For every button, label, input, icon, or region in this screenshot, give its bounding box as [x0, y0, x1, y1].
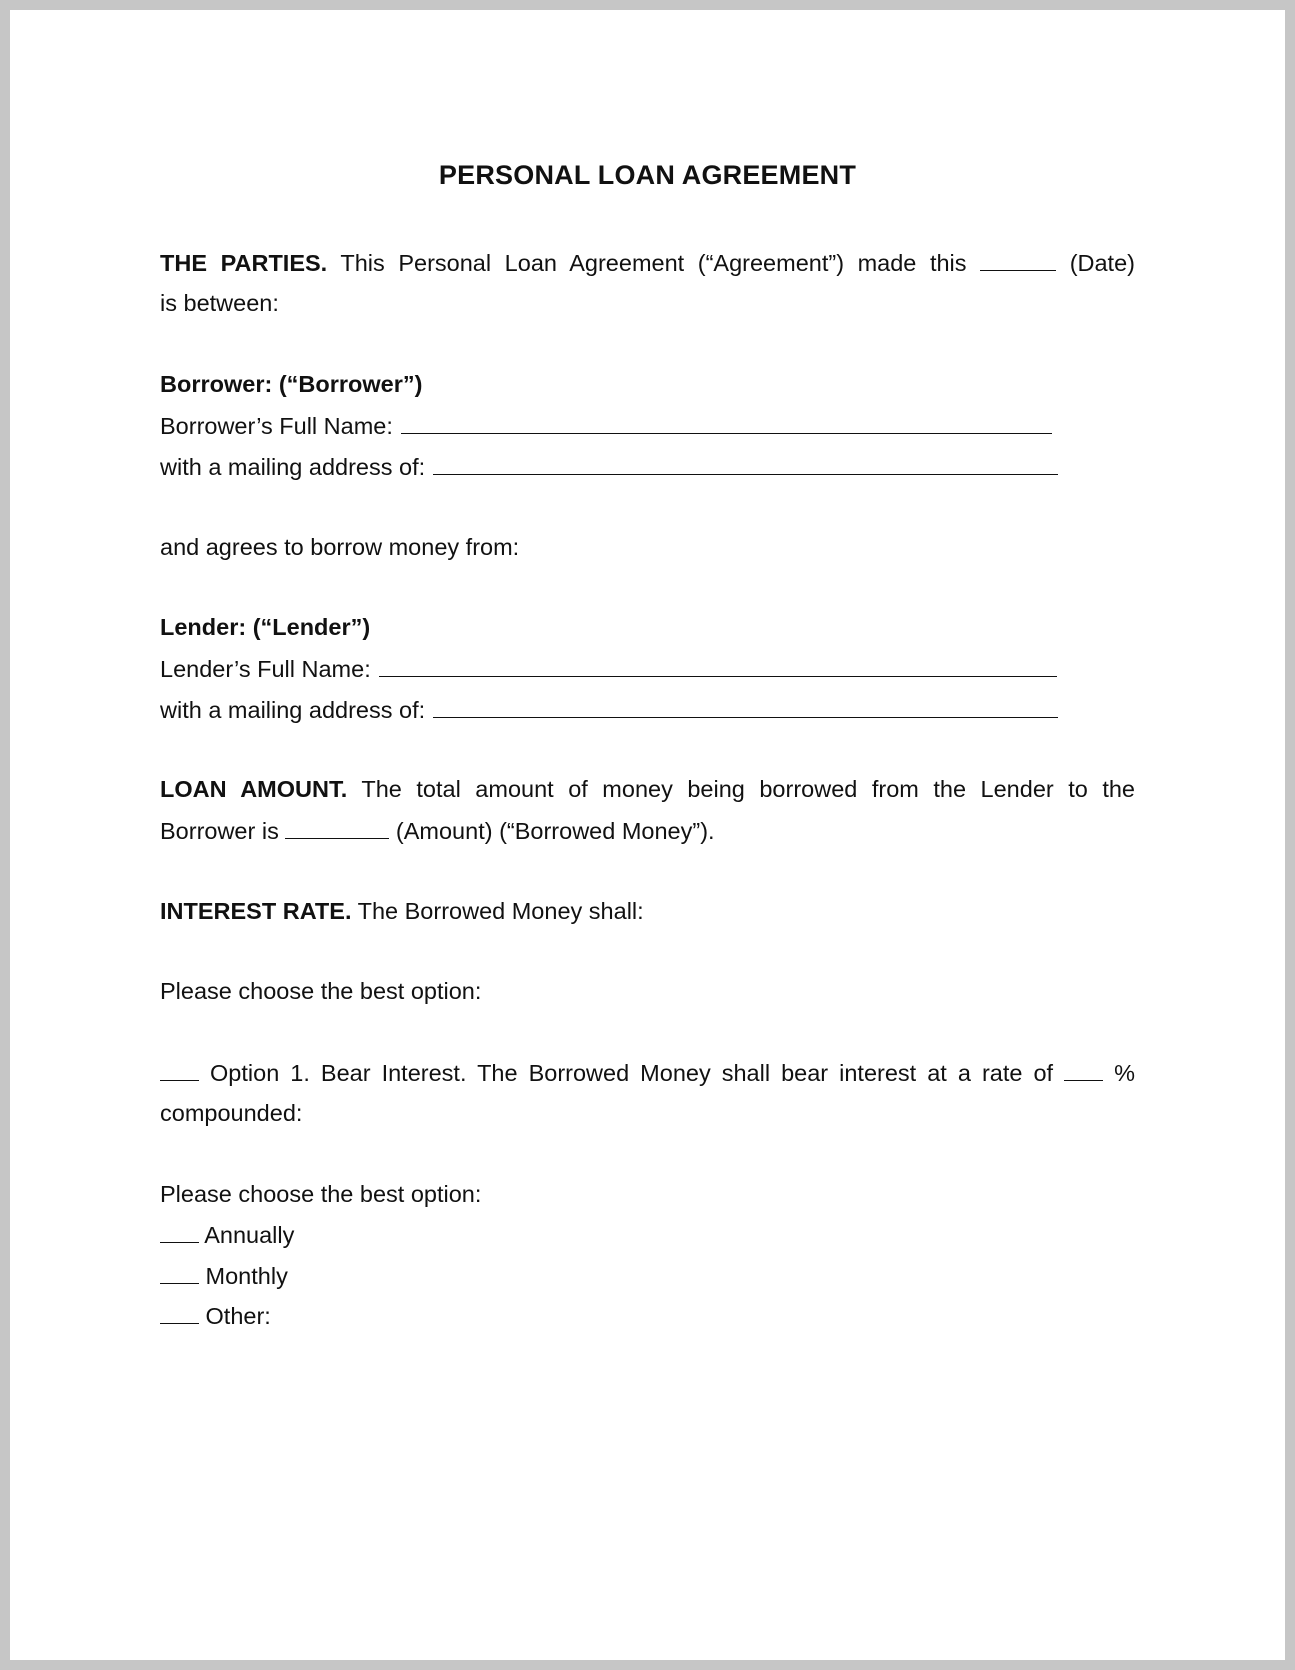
interest-rate-text: The Borrowed Money shall:: [357, 898, 644, 924]
option1-text: Option 1. Bear Interest. The Borrowed Money shall bear interest at a rate of: [210, 1060, 1054, 1086]
lender-address-label: with a mailing address of:: [160, 697, 426, 723]
other-label: Other:: [205, 1303, 271, 1329]
compounding-option-annually: [160, 1220, 294, 1249]
date-label: (Date): [1069, 250, 1135, 276]
interest-rate-heading: INTEREST RATE.: [160, 898, 352, 924]
other-blank[interactable]: [160, 1301, 199, 1324]
annually-blank[interactable]: [160, 1220, 199, 1243]
loan-amount-paragraph: [160, 775, 1135, 803]
borrower-address-row: [160, 452, 1058, 481]
option1-paragraph: [160, 1058, 1135, 1087]
parties-heading: THE PARTIES.: [160, 250, 328, 276]
loan-amount-line2-after: (Amount) (“Borrowed Money”).: [395, 818, 715, 844]
loan-amount-text: The total amount of money being borrowed from the Lender to the: [361, 776, 1136, 802]
transition-text: and agrees to borrow money from:: [160, 534, 520, 560]
annually-label: Annually: [204, 1222, 295, 1248]
interest-rate-blank[interactable]: [1064, 1058, 1103, 1081]
borrower-heading: Borrower: (“Borrower”): [160, 371, 423, 397]
loan-amount-line2-before: Borrower is: [160, 818, 279, 844]
lender-name-field[interactable]: [379, 654, 1057, 677]
percent-sign: %: [1114, 1060, 1136, 1086]
loan-amount-heading: LOAN AMOUNT.: [160, 776, 348, 802]
interest-rate-paragraph: [160, 897, 644, 925]
monthly-label: Monthly: [205, 1263, 288, 1289]
loan-amount-line2: [160, 816, 715, 845]
document-title: PERSONAL LOAN AGREEMENT: [438, 160, 857, 190]
option1-checkbox-blank[interactable]: [160, 1058, 199, 1081]
borrower-address-label: with a mailing address of:: [160, 454, 426, 480]
lender-heading: Lender: (“Lender”): [160, 614, 371, 640]
compounding-option-monthly: [160, 1261, 288, 1290]
borrower-name-field[interactable]: [401, 411, 1052, 434]
parties-continuation: is between:: [160, 290, 279, 316]
document-page: [10, 10, 1285, 1660]
lender-name-label: Lender’s Full Name:: [160, 656, 371, 682]
borrower-address-field[interactable]: [433, 452, 1058, 475]
lender-address-row: [160, 695, 1058, 724]
parties-text: This Personal Loan Agreement (“Agreement”) made this: [340, 250, 967, 276]
borrower-name-label: Borrower’s Full Name:: [160, 413, 393, 439]
amount-blank[interactable]: [285, 816, 389, 839]
monthly-blank[interactable]: [160, 1261, 199, 1284]
compounding-option-other: [160, 1301, 271, 1330]
borrower-name-row: [160, 411, 1052, 440]
date-blank[interactable]: [980, 248, 1056, 271]
option1-continuation: compounded:: [160, 1100, 303, 1126]
parties-paragraph: [160, 248, 1135, 277]
choose-option-text-1: Please choose the best option:: [160, 978, 482, 1004]
lender-address-field[interactable]: [433, 695, 1058, 718]
lender-name-row: [160, 654, 1057, 683]
choose-option-text-2: Please choose the best option:: [160, 1181, 482, 1207]
